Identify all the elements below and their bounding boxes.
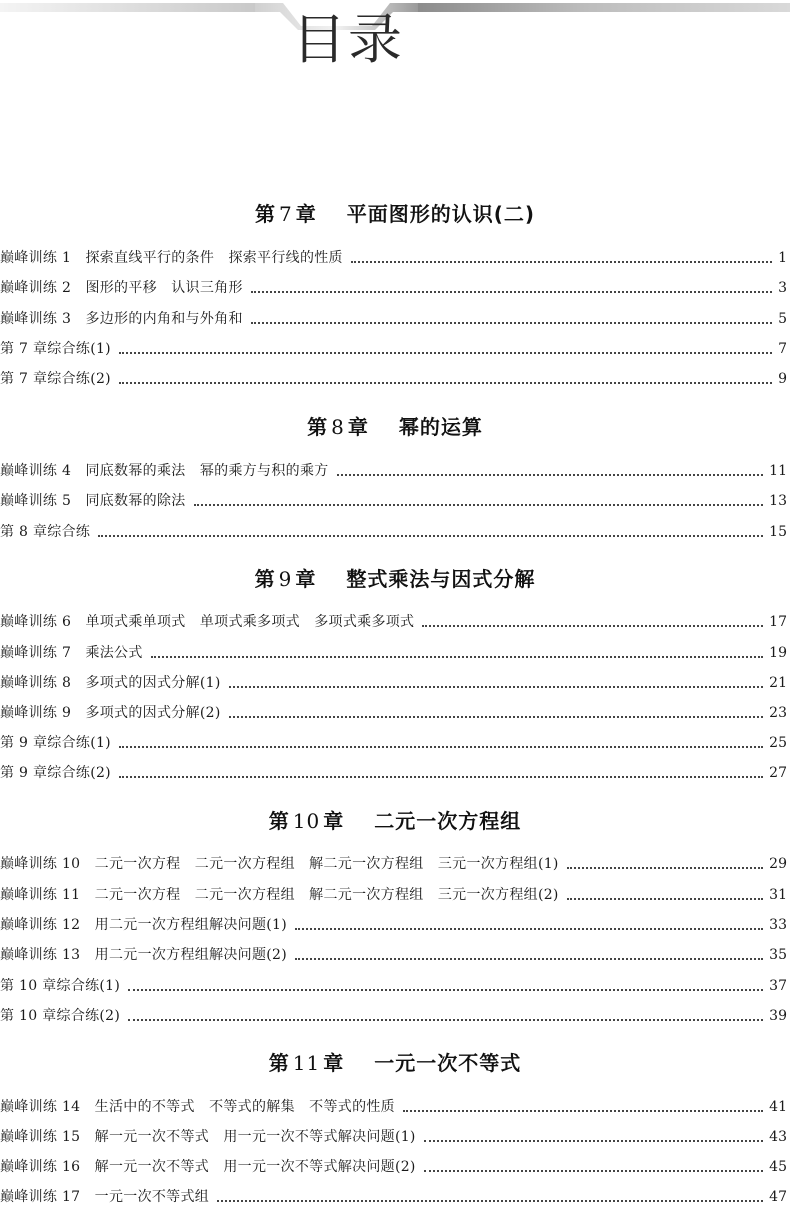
dot-leader [567,867,763,869]
toc-entry[interactable] [0,1186,787,1208]
chapter-title [0,201,790,227]
toc-entry-page-number: 47 [769,1189,787,1205]
toc-entry-page-number: 21 [769,675,787,691]
dot-leader [119,746,763,748]
toc-entry-page-number: 45 [769,1159,787,1175]
chapter-name: 一元一次不等式 [374,1051,522,1075]
dot-leader [251,291,772,293]
toc-entry-page-number: 29 [769,856,787,872]
dot-leader [251,322,772,324]
page-title: 目录 [292,8,404,71]
toc-entry-label: 巅峰训练 2 图形的平移 认识三角形 [0,280,243,296]
toc-entry[interactable] [0,521,787,543]
toc-entry-page-number: 5 [778,311,787,327]
toc-entry-page-number: 27 [769,765,787,781]
header-band-left [0,3,255,12]
toc-entry-label: 第 10 章综合练(2) [0,1008,121,1024]
dot-leader [229,716,764,718]
toc-entry-label: 巅峰训练 13 用二元一次方程组解决问题(2) [0,947,287,963]
toc-entry-page-number: 23 [769,705,787,721]
chapter-title [0,1050,790,1076]
chapter-title [0,808,790,834]
toc-entry-page-number: 3 [778,280,787,296]
toc-entry-page-number: 1 [778,250,787,266]
chapter-suffix: 章 [323,809,345,833]
toc-entry[interactable] [0,642,787,664]
dot-leader [119,382,772,384]
toc-entry-page-number: 17 [769,614,787,630]
toc-entry-label: 巅峰训练 17 一元一次不等式组 [0,1189,210,1205]
toc-entry-page-number: 11 [769,463,787,479]
toc-entry[interactable] [0,762,787,784]
dot-leader [151,656,764,658]
toc-entry[interactable] [0,884,787,906]
toc-entry-page-number: 9 [778,371,787,387]
toc-entry-label: 巅峰训练 8 多项式的因式分解(1) [0,675,221,691]
toc-entry[interactable] [0,368,787,390]
dot-leader [217,1200,763,1202]
chapter-suffix: 章 [347,415,369,439]
toc-entry-page-number: 19 [769,645,787,661]
dot-leader [351,261,772,263]
toc-entry-page-number: 39 [769,1008,787,1024]
dot-leader [422,625,763,627]
toc-entry-label: 巅峰训练 9 多项式的因式分解(2) [0,705,221,721]
toc-entry-label: 巅峰训练 7 乘法公式 [0,645,143,661]
toc-entry-page-number: 33 [769,917,787,933]
toc-entry-label: 巅峰训练 5 同底数幂的除法 [0,493,186,509]
chapter-prefix: 第 [307,415,329,439]
header-band-right [418,3,790,12]
toc-entry-label: 巅峰训练 3 多边形的内角和与外角和 [0,311,243,327]
toc-entry-page-number: 43 [769,1129,787,1145]
chapter-name: 整式乘法与因式分解 [346,567,536,591]
dot-leader [229,686,764,688]
chapter-prefix: 第 [268,809,290,833]
dot-leader [128,1019,763,1021]
chapter-name: 二元一次方程组 [374,809,522,833]
toc-entry-page-number: 15 [769,524,787,540]
toc-entry-label: 巅峰训练 4 同底数幂的乘法 幂的乘方与积的乘方 [0,463,329,479]
toc-entry-label: 第 10 章综合练(1) [0,978,121,994]
toc-entry[interactable] [0,611,787,633]
toc-entry[interactable] [0,732,787,754]
toc-entry[interactable] [0,944,787,966]
toc-entry[interactable] [0,277,787,299]
toc-entry-label: 第 8 章综合练 [0,524,91,540]
dot-leader [194,504,764,506]
toc-entry[interactable] [0,1156,787,1178]
toc-entry-label: 第 7 章综合练(1) [0,341,111,357]
toc-entry-label: 第 9 章综合练(1) [0,735,111,751]
toc-entry-page-number: 37 [769,978,787,994]
dot-leader [119,776,763,778]
toc-entry-label: 第 9 章综合练(2) [0,765,111,781]
chapter-number: 10 [292,809,321,833]
toc-entry-label: 巅峰训练 1 探索直线平行的条件 探索平行线的性质 [0,250,343,266]
dot-leader [424,1170,763,1172]
dot-leader [424,1140,763,1142]
chapter-number: 9 [278,567,293,591]
toc-entry-page-number: 25 [769,735,787,751]
toc-entry-label: 巅峰训练 14 生活中的不等式 不等式的解集 不等式的性质 [0,1099,395,1115]
chapter-name: 平面图形的认识(二) [346,202,535,226]
toc-entry-page-number: 31 [769,887,787,903]
chapter-prefix: 第 [268,1051,290,1075]
toc-entry[interactable] [0,1005,787,1027]
toc-entry-label: 巅峰训练 16 解一元一次不等式 用一元一次不等式解决问题(2) [0,1159,416,1175]
toc-entry-label: 巅峰训练 11 二元一次方程 二元一次方程组 解二元一次方程组 三元一次方程组(2) [0,887,559,903]
toc-entry-label: 巅峰训练 10 二元一次方程 二元一次方程组 解二元一次方程组 三元一次方程组(1) [0,856,559,872]
toc-entry-label: 巅峰训练 15 解一元一次不等式 用一元一次不等式解决问题(1) [0,1129,416,1145]
chapter-suffix: 章 [323,1051,345,1075]
chapter-number: 8 [331,415,345,439]
chapter-name: 幂的运算 [398,415,483,439]
dot-leader [337,474,764,476]
chapter-title [0,414,790,440]
dot-leader [403,1110,763,1112]
toc-entry[interactable] [0,338,787,360]
dot-leader [295,958,763,960]
chapter-prefix: 第 [254,567,276,591]
toc-entry[interactable] [0,1126,787,1148]
toc-entry[interactable] [0,490,787,512]
toc-entry-label: 巅峰训练 6 单项式乘单项式 单项式乘多项式 多项式乘多项式 [0,614,415,630]
toc-entry-page-number: 35 [769,947,787,963]
toc-entry-label: 巅峰训练 12 用二元一次方程组解决问题(1) [0,917,287,933]
chapter-title [0,566,790,592]
chapter-number: 7 [278,202,293,226]
dot-leader [128,989,763,991]
chapter-suffix: 章 [295,202,317,226]
chapter-suffix: 章 [295,567,317,591]
toc-entry[interactable] [0,672,787,694]
dot-leader [119,352,772,354]
toc-entry[interactable] [0,914,787,936]
chapter-number: 11 [292,1051,321,1075]
dot-leader [295,928,763,930]
toc-entry-page-number: 41 [769,1099,787,1115]
dot-leader [567,898,763,900]
toc-entry[interactable] [0,975,787,997]
toc-entry[interactable] [0,702,787,724]
chapter-prefix: 第 [254,202,276,226]
toc-entry-page-number: 7 [778,341,787,357]
toc-entry[interactable] [0,247,787,269]
dot-leader [98,535,763,537]
toc-entry-page-number: 13 [769,493,787,509]
toc-entry[interactable] [0,460,787,482]
toc-entry[interactable] [0,308,787,330]
toc-entry[interactable] [0,853,787,875]
toc-entry-label: 第 7 章综合练(2) [0,371,111,387]
toc-entry[interactable] [0,1096,787,1118]
